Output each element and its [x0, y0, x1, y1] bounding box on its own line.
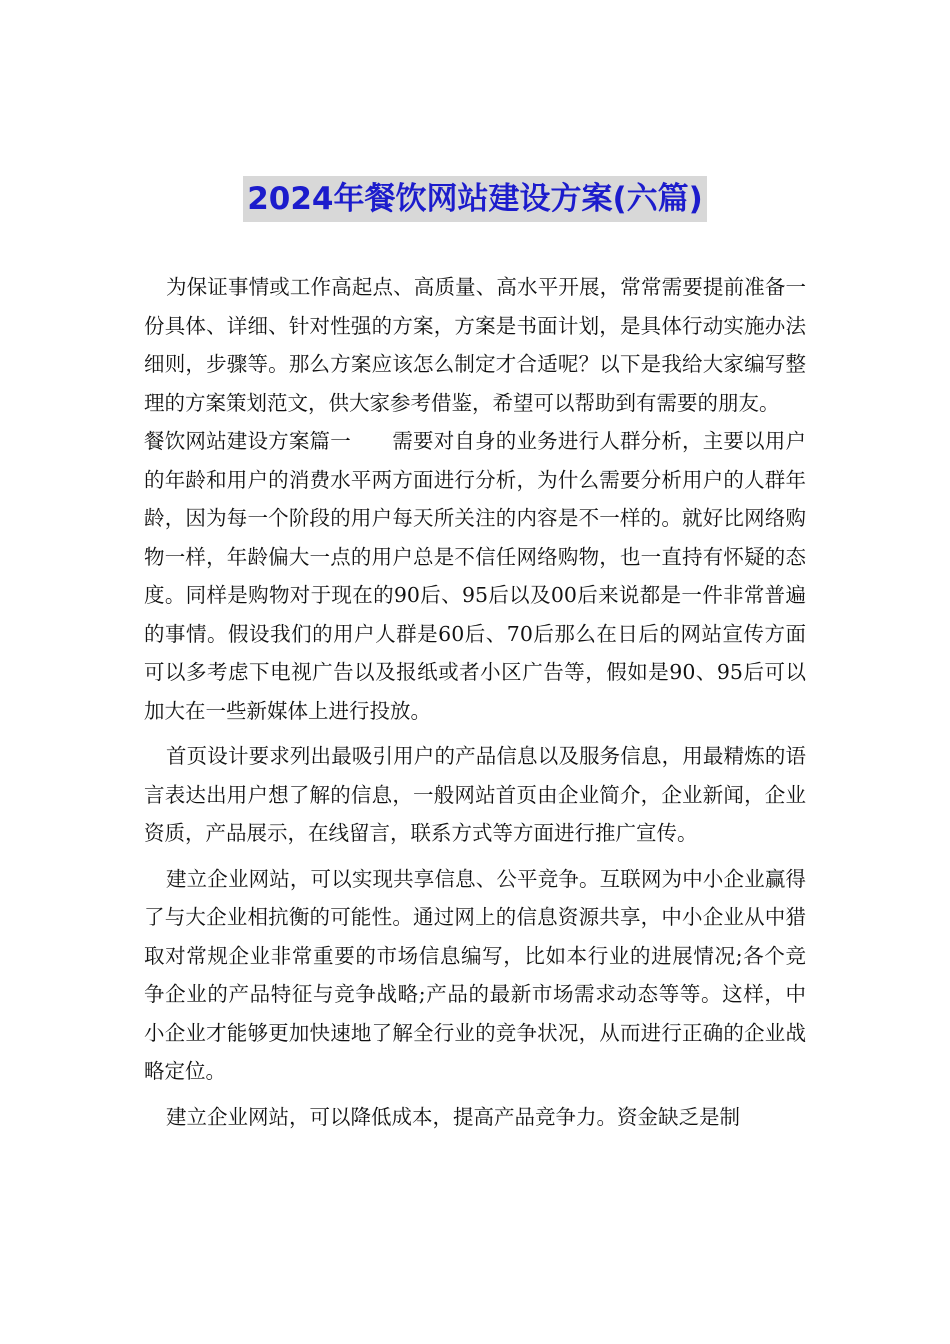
title-container [0, 176, 950, 222]
homepage-paragraph: 首页设计要求列出最吸引用户的产品信息以及服务信息，用最精炼的语言表达出用户想了解的信息，一般网站首页由企业简介，企业新闻，企业资质，产品展示，在线留言，联系方式等方面进行推广宣传。 [144, 744, 806, 845]
intro-paragraph: 为保证事情或工作高起点、高质量、高水平开展，常常需要提前准备一份具体、详细、针对性强的方案，方案是书面计划，是具体行动实施办法细则，步骤等。那么方案应该怎么制定才合适呢？以下是我给大家编写整理的方案策划范文，供大家参考借鉴，希望可以帮助到有需要的朋友。 [144, 275, 806, 415]
cost-paragraph: 建立企业网站，可以降低成本，提高产品竞争力。资金缺乏是制 [166, 1104, 740, 1129]
section-1-paragraph [144, 422, 806, 730]
section-1-text: 需要对自身的业务进行人群分析，主要以用户的年龄和用户的消费水平两方面进行分析，为什么需要分析用户的人群年龄，因为每一个阶段的用户每天所关注的内容是不一样的。就好比网络购物一样，年龄偏大一点的用户总是不信任网络购物，也一直持有怀疑的态度。同样是购物对于现在的90后、95后以及00后来说都是一件非常普遍的事情。假设我们的用户人群是60后、70后那么在日后的网站宣传方面可以多考虑下电视广告以及报纸或者小区广告等，假如是90、95后可以加大在一些新媒体上进行投放。 [144, 429, 807, 723]
document-body [144, 268, 806, 1136]
competition-paragraph: 建立企业网站，可以实现共享信息、公平竞争。互联网为中小企业赢得了与大企业相抗衡的可能性。通过网上的信息资源共享，中小企业从中猎取对常规企业非常重要的市场信息编写，比如本行业的进展情况;各个竞争企业的产品特征与竞争战略;产品的最新市场需求动态等等。这样，中小企业才能够更加快速地了解全行业的竞争状况，从而进行正确的企业战略定位。 [144, 866, 806, 1083]
section-1-heading: 餐饮网站建设方案篇一 [144, 429, 351, 453]
document-title: 2024年餐饮网站建设方案(六篇) [243, 176, 707, 222]
